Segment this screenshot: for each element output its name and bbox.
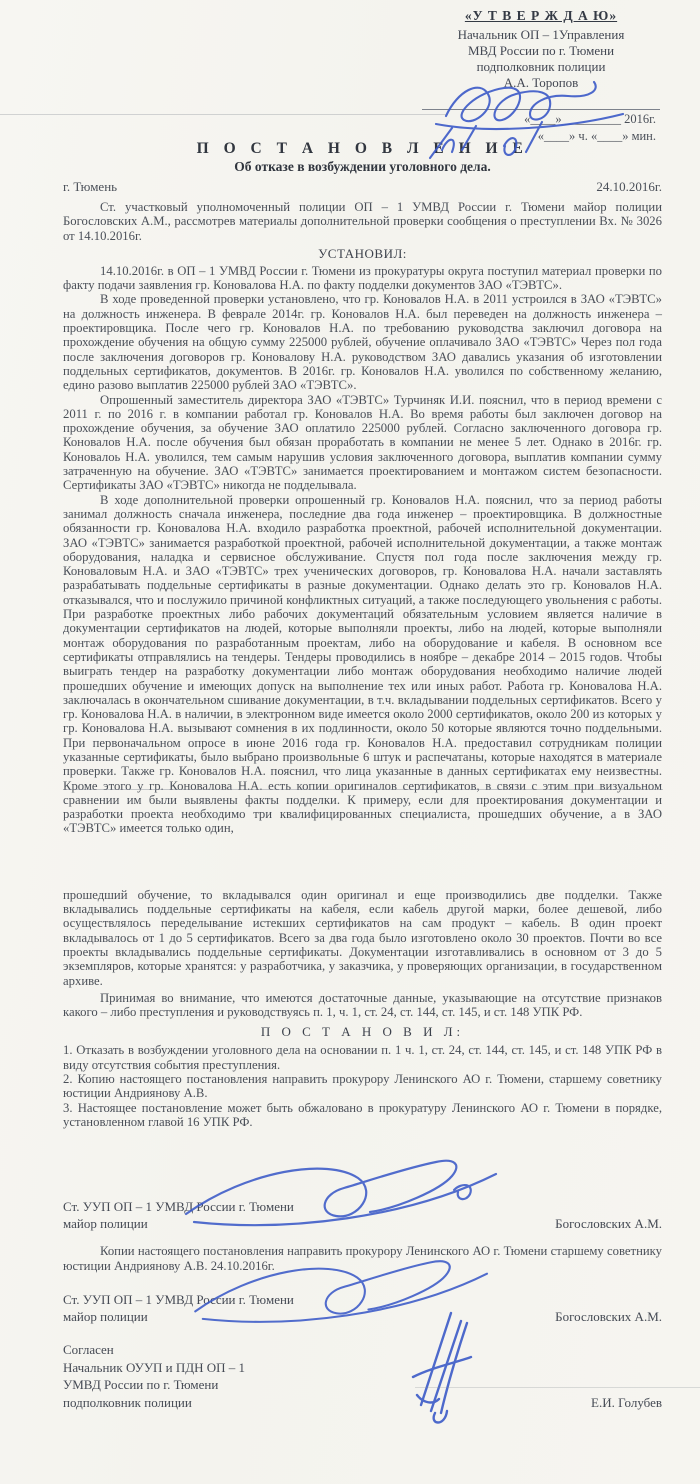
signature-line xyxy=(422,91,660,110)
scan-artifact-line xyxy=(63,789,663,790)
section-heading-ustanovil: УСТАНОВИЛ: xyxy=(318,245,407,261)
meta-date: 24.10.2016г. xyxy=(596,179,662,194)
signatures-section xyxy=(63,1198,662,1411)
approval-line: МВД России по г. Тюмени xyxy=(467,43,615,58)
paragraph: 14.10.2016г. в ОП – 1 УМВД России г. Тюмени из прокуратуры округа поступил материал проверки по факту подачи заявления гр. Коновалова Н.А. по факту подделки документов ЗАО «ТЭВТС». xyxy=(63,263,662,293)
meta-row xyxy=(63,179,662,195)
chief-name: Е.И. Голубев xyxy=(591,1394,662,1410)
doc-title: П О С Т А Н О В Л Е Н И Е xyxy=(196,140,529,157)
approval-heading: «У Т В Е Р Ж Д А Ю» xyxy=(464,8,618,23)
page-break-gap xyxy=(63,836,662,888)
paragraph: В ходе проведенной проверки установлено, что гр. Коновалов Н.А. в 2011 устроился в ЗАО «ТЭВТС» на должность инженера. В феврале 2014г. гр. Коновалов Н.А. был переведен на должность инженера – проектировщика. После чего гр. Коновалов Н.А. по требованию руководства заключил договора на прохождение обучения на общую сумму 225000 рублей, обучение оплачивало ЗАО «ТЭВТС» Через пол года после заключения договоров гр. Коновалову Н.А. руководством ЗАО давались указания об изготовлении поддельных сертификатов, документов. В 2016г. гр. Коновалов Н.А. уволился по собственному желанию, едино разово выплатив 225000 рублей ЗАО «ТЭВТС». xyxy=(63,292,662,393)
paragraph: В ходе дополнительной проверки опрошенный гр. Коновалов Н.А. пояснил, что за период работы занимал должность сначала инженера, последние два года инженер – проектировщика. В должностные обязанности гр. Коновалова Н.А. входило разработка проектной, рабочей исполнительной документации. ЗАО «ТЭВТС» занимается разработкой проектной, рабочей исполнительной документации, а также монтаж оборудования, наладка и сервисное обслуживание. Спустя пол года после заключения между гр. Коноваловым Н.А. и ЗАО «ТЭВТС» трех ученических договоров, гр. Коновалова Н.А. начали заставлять разрабатывать поддельные сертификаты в разные документации. Однако делать это гр. Коновалов Н.А. отказывался, что и послужило причиной конфликтных ситуаций, а также последующего увольнения с работы. При разработке проектных либо рабочих документаций обязательным условием является наличие в документации сертификатов на людей, которые выполняли проекты, либо на людей, которые выполняли монтаж оборудования по разработанным проектам, либо на оборудование и кабеля. В основном все сертификаты отправлялись на тендеры. Тендеры проводились в ноябре – декабре 2014 – 2015 годов. Чтобы выиграть тендер на разработку документации либо монтаж оборудования необходимо наличие людей прошедших обучение и имеющих допуск на выполнение тех или иных работ. Работа гр. Коновалова Н.А. заключалась в окончательном сшивание документации, в т.ч. вкладывании поддельных сертификатов. Всего у гр. Коновалова Н.А. в наличии, в электронном виде имеется около 2000 сертификатов, около 200 из которых у гр. Коновалова Н.А. вызывают сомнения в их подлинности, около 50 которые являются точно поддельными. При первоначальном опросе в июне 2016 года гр. Коновалов Н.А. предоставил сотрудникам полиции указанные сертификаты, было выбрано произвольные 6 штук и распечатаны, которые находятся в материале проверки. Также гр. Коновалов Н.А. пояснил, что лица указанные в данных сертификатах ему неизвестны. Кроме этого у гр. Коновалова Н.А. есть копии оригиналов сертификатов, в связи с этим при визуальном сравнении им были выявлены факты подделки. К примеру, если для проектирования документации и разработки проекта необходимо три квалифицированных специалиста, прошедших обучение, а в ЗАО «ТЭВТС» имеется только один, xyxy=(63,492,662,836)
continuation-paragraph: прошедший обучение, то вкладывался один оригинал и еще производились две подделки. Также вкладывались поддельные сертификаты на кабеля, если кабель другой марки, более дешевой, либо осуществлялось переделывание истекших сертификатов на сам продукт – кабель. В один проект вкладывалось от 1 до 5 сертификатов. Всего за два года было изготовлено около 30 проектов. Почти во все проекты вкладывались поддельные сертификаты. Документации изготавливались в основном от 3 до 5 экземпляров, которые хранятся: у разработчика, у заказчика, у проверяющих организации, в государственном архиве. xyxy=(63,887,662,988)
approval-time-line: «____» ч. «____» мин. xyxy=(537,129,656,143)
sign-block xyxy=(63,1291,662,1325)
closing-paragraph: Принимая во внимание, что имеются достаточные данные, указывающие на отсутствие признаков какого – либо преступления и руководствуясь п. 1, ч. 1, ст. 24, ст. 144, ст. 145, и ст. 148 УПК РФ. xyxy=(63,990,662,1020)
scan-artifact-line xyxy=(0,114,446,115)
approval-block xyxy=(416,8,666,144)
section-heading-postanovil: П О С Т А Н О В И Л: xyxy=(260,1024,465,1040)
resolution-item: 2. Копию настоящего постановления направить прокурору Ленинского АО г. Тюмени, старшему советнику юстиции Андриянову А.В. xyxy=(63,1072,662,1101)
paragraph: Опрошенный заместитель директора ЗАО «ТЭВТС» Турчиняк И.И. пояснил, что в период времени с 2011 г. по 2016 г. в компании работал гр. Коновалов Н.А. Во время работы был заключен договор на прохождение обучения, за обучение ЗАО оплатило 225000 рублей. Согласно заключенного договора гр. Коновалов Н.А. после обучения был обязан проработать в компании не менее 5 лет. Однако в 2016г. гр. Коновалоь Н.А. уволился, тем самым нарушив условия заключенного договора, выплатив компании сумму затраченную на обучение. ЗАО «ТЭВТС» занимается проектированием и монтажом систем безопасности. Сертификаты ЗАО «ТЭВТС» никогда не подделывала. xyxy=(63,392,662,493)
approval-line: подполковник полиции xyxy=(476,59,606,74)
chief-rank: подполковник полиции xyxy=(63,1394,192,1410)
meta-city: г. Тюмень xyxy=(63,179,118,194)
chief-title: УМВД России по г. Тюмени xyxy=(63,1377,219,1392)
intro-paragraph: Ст. участковый уполномоченный полиции ОП – 1 УМВД России г. Тюмени майор полиции Богословских А.М., рассмотрев материалы дополнительной проверки сообщения о преступлении Вх. № 3026 от 14.10.2016г. xyxy=(63,200,662,243)
agree-label: Согласен xyxy=(63,1342,114,1357)
officer-title: Ст. УУП ОП – 1 УМВД России г. Тюмени xyxy=(63,1199,294,1214)
copy-note: Копии настоящего постановления направить прокурору Ленинского АО г. Тюмени старшему советнику юстиции Андриянову А.В. 24.10.2016г. xyxy=(63,1244,662,1273)
approval-line: А.А. Торопов xyxy=(503,75,579,90)
scan-artifact-line xyxy=(415,1387,700,1388)
officer-title: Ст. УУП ОП – 1 УМВД России г. Тюмени xyxy=(63,1292,294,1307)
doc-subtitle: Об отказе в возбуждении уголовного дела. xyxy=(234,159,491,174)
title-block xyxy=(63,140,662,175)
resolution-item: 3. Настоящее постановление может быть обжаловано в прокуратуру Ленинского АО г. Тюмени в порядке, установленном главой 16 УПК РФ. xyxy=(63,1100,662,1129)
agree-block xyxy=(63,1341,662,1411)
resolution-item: 1. Отказать в возбуждении уголовного дела на основании п. 1 ч. 1, ст. 24, ст. 144, ст. 145, и ст. 148 УПК РФ в виду отсутствия события преступления. xyxy=(63,1043,662,1072)
approval-line: Начальник ОП – 1Управления xyxy=(457,27,625,42)
officer-name: Богословских А.М. xyxy=(555,1309,662,1324)
officer-rank: майор полиции xyxy=(63,1216,148,1231)
sign-block xyxy=(63,1198,662,1232)
officer-name: Богословских А.М. xyxy=(555,1216,662,1231)
officer-rank: майор полиции xyxy=(63,1309,148,1324)
approval-date-line: «____» _________ 2016г. xyxy=(524,112,656,126)
chief-title: Начальник ОУУП и ПДН ОП – 1 xyxy=(63,1359,246,1375)
